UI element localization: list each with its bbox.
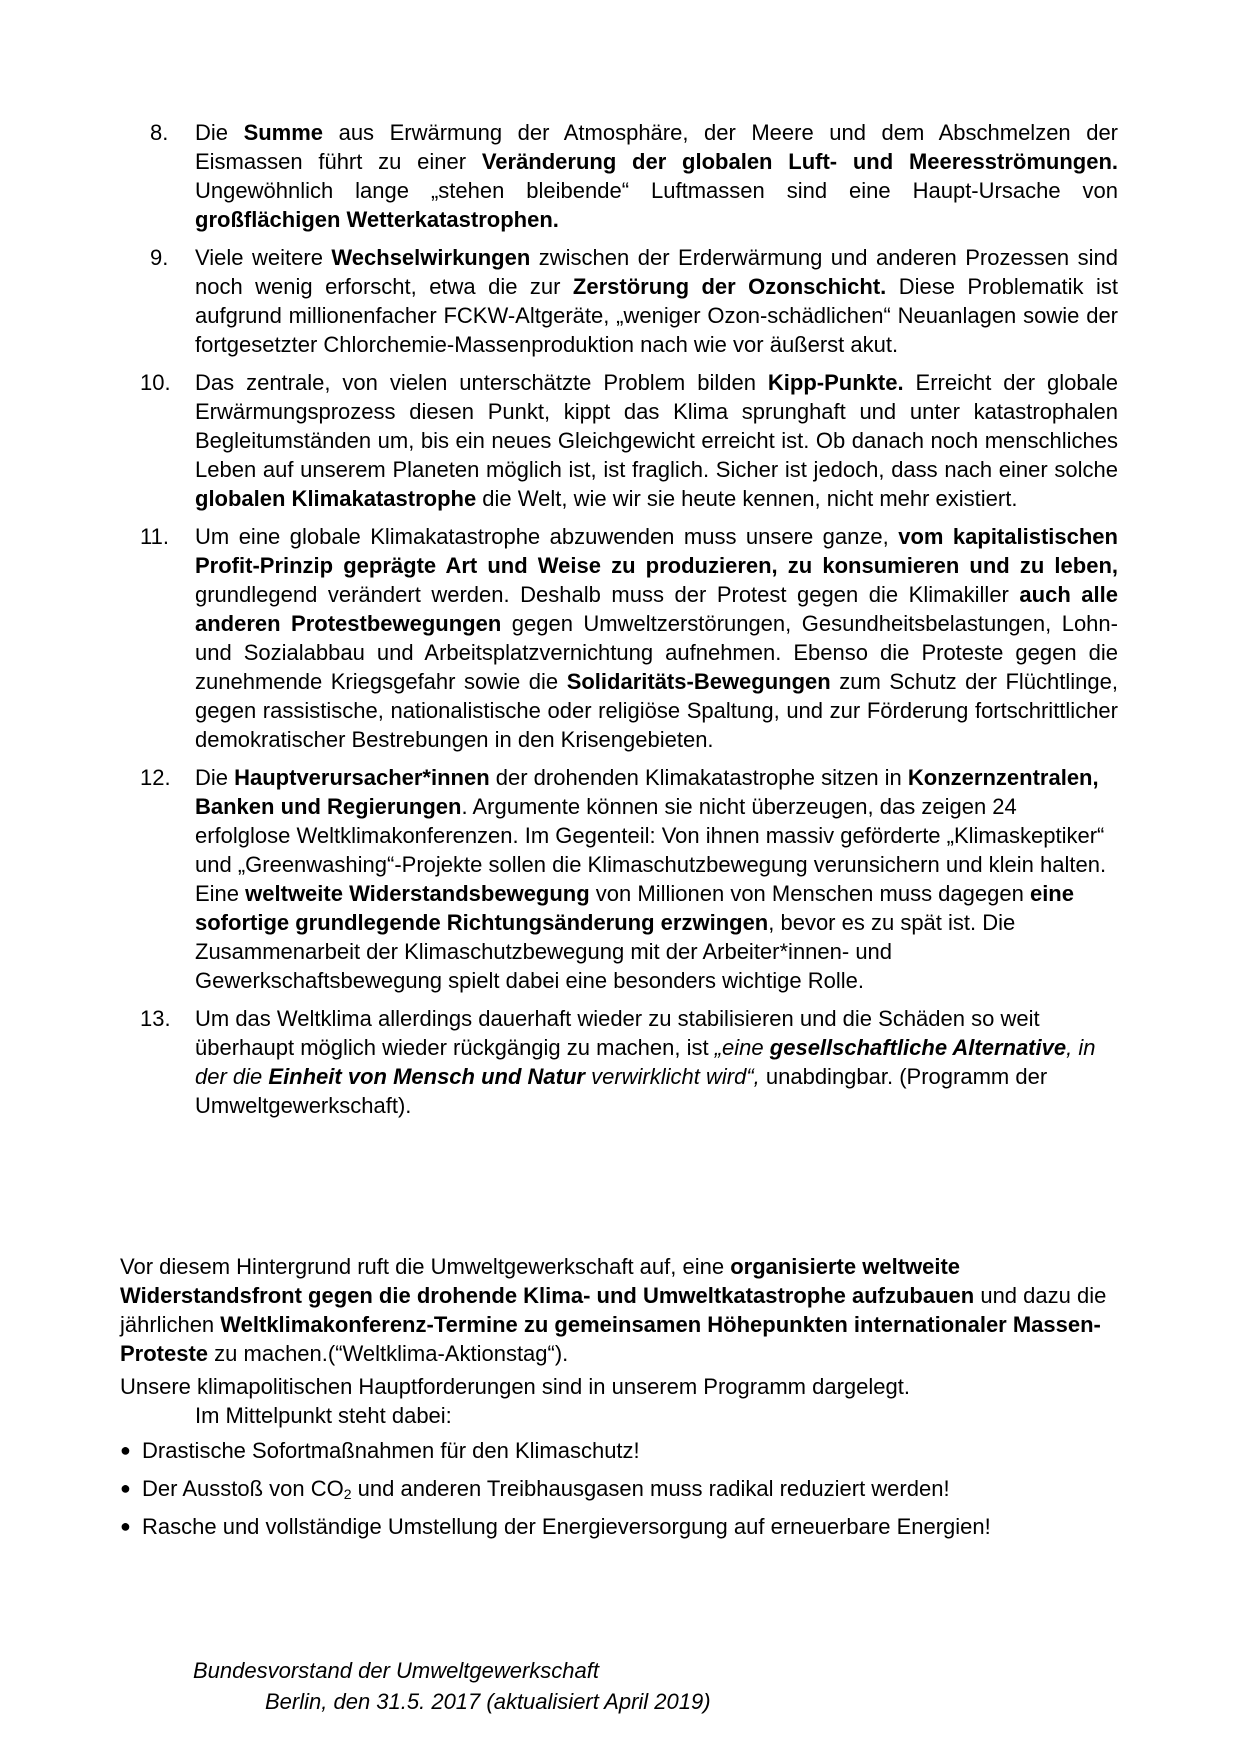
bold-text-segment: auch alle anderen Protestbewegungen [195,582,1118,636]
text-segment: Um das Weltklima allerdings dauerhaft wieder zu stabilisieren und die Schäden so weit überhaupt möglich wieder rückgängig zu machen, ist [195,1006,1040,1060]
list-item [140,522,1118,754]
demands-intro [120,1372,1120,1430]
item-number: 8. [150,120,169,145]
text-segment: , in der die [195,1035,1096,1089]
bold-text-segment: globalen Klimakatastrophe [195,486,477,511]
item-text [195,1006,1095,1118]
demand-item [120,1474,1120,1503]
text-segment: Um eine globale Klimakatastrophe abzuwenden muss unsere ganze, [195,524,899,549]
text-segment: Die [195,765,235,790]
text-segment: unabdingbar. (Programm der Umweltgewerkschaft). [195,1064,1048,1118]
text-segment: die Welt, wie wir sie heute kennen, nicht mehr existiert. [476,486,1018,511]
bold-text-segment: Veränderung der globalen Luft- und Meeresströmungen. [481,149,1118,174]
text-segment: Diese Problematik ist aufgrund millionenfacher FCKW-Altgeräte, „weniger Ozon-schädlichen“ Neuanlagen sowie der fortgesetzter Chlorchemie-Massenproduktion nach wie vor äußerst akut. [195,274,1118,357]
bold-text-segment: vom kapitalistischen Profit-Prinzip geprägte Art und Weise zu produzieren, zu konsumieren und zu leben, [195,524,1118,578]
bold-text-segment: Solidaritäts-Bewegungen [566,669,831,694]
text-segment: Vor diesem Hintergrund ruft die Umweltgewerkschaft auf, eine [120,1254,731,1279]
text-segment: „eine [714,1035,770,1060]
text-segment: Viele weitere [195,245,332,270]
item-number: 11. [140,524,169,549]
text-segment: zwischen der Erderwärmung und anderen Prozessen sind noch wenig erforscht, etwa die zur [195,245,1118,299]
item-text [195,765,1106,993]
item-text [195,524,1118,752]
bold-text-segment: Summe [243,120,324,145]
text-segment: von Millionen von Menschen muss dagegen [589,881,1030,906]
demands-intro-line: Im Mittelpunkt steht dabei: [195,1403,452,1428]
signature-organization: Bundesvorstand der Umweltgewerkschaft [193,1658,599,1683]
signature-place-date: Berlin, den 31.5. 2017 (aktualisiert April 2019) [265,1689,711,1714]
bold-text-segment: eine sofortige grundlegende Richtungsänderung erzwingen [195,881,1074,935]
text-segment: Erreicht der globale Erwärmungsprozess diesen Punkt, kippt das Klima sprunghaft und unter katastrophalen Begleitumständen um, bis ein neues Gleichgewicht erreicht ist. Ob danach noch menschliches Leben auf unserem Planeten möglich ist, ist fraglich. Sicher ist jedoch, dass nach einer solche [195,370,1119,482]
call-to-action-paragraph [120,1252,1120,1368]
bullet-icon: ● [120,1516,131,1536]
demands-intro-line: Unsere klimapolitischen Hauptforderungen sind in unserem Programm dargelegt. [120,1374,910,1399]
bold-text-segment: Zerstörung der Ozonschicht. [572,274,887,299]
bold-text-segment: Einheit von Mensch und Natur [268,1064,585,1089]
list-item [150,118,1118,234]
text-segment: gegen Umweltzerstörungen, Gesundheitsbelastungen, Lohn- und Sozialabbau und Arbeitsplatzvernichtung aufnehmen. Ebenso die Proteste gegen die zunehmende Kriegsgefahr sowie die [195,611,1118,694]
numbered-list [140,118,1119,1129]
list-item [140,1004,1118,1120]
list-item [140,368,1119,513]
bullet-icon: ● [120,1440,131,1460]
demand-text: Drastische Sofortmaßnahmen für den Klimaschutz! [142,1438,640,1463]
text-segment: Die [195,120,244,145]
text-segment: . Argumente können sie nicht überzeugen, das zeigen 24 erfolglose Weltklimakonferenzen. Im Gegenteil: Von ihnen massiv geförderte „Klimaskeptiker“ und „Greenwashing“-Projekte sollen die Klimaschutzbewegung verunsichern und klein halten. Eine [195,794,1107,906]
text-segment: und dazu die jährlichen [120,1283,1107,1337]
item-text [195,245,1118,357]
bullet-icon: ● [120,1478,131,1498]
bold-text-segment: Konzernzentralen, Banken und Regierungen [195,765,1099,819]
list-item [150,243,1118,359]
demand-text: Der Ausstoß von $CO_2$ und anderen Treibhausgasen muss radikal reduziert werden! [142,1476,950,1502]
text-segment: aus Erwärmung der Atmosphäre, der Meere und dem Abschmelzen der Eismassen führt zu einer [195,120,1118,174]
demand-text: Rasche und vollständige Umstellung der Energieversorgung auf erneuerbare Energien! [142,1514,991,1539]
item-number: 9. [150,245,169,270]
list-item [140,763,1118,995]
item-text [195,370,1118,511]
text-segment: , bevor es zu spät ist. Die Zusammenarbeit der Klimaschutzbewegung mit der Arbeiter*innen- und Gewerkschaftsbewegung spielt dabei eine besonders wichtige Rolle. [195,910,1016,993]
item-text [195,120,1118,232]
text-segment: verwirklicht wird“, [584,1064,760,1089]
text-segment: zum Schutz der Flüchtlinge, gegen rassistische, nationalistische oder religiöse Spaltung, und zur Förderung fortschrittlicher demokratischer Bestrebungen in den Krisengebieten. [195,669,1118,752]
bold-text-segment: gesellschaftliche Alternative [769,1035,1067,1060]
bold-text-segment: großflächigen Wetterkatastrophen. [195,207,559,232]
item-number: 13. [140,1006,171,1031]
text-segment: grundlegend verändert werden. Deshalb muss der Protest gegen die Klimakiller [195,582,1020,607]
demand-item [120,1436,1120,1465]
bold-text-segment: weltweite Widerstandsbewegung [245,881,590,906]
text-segment: Ungewöhnlich lange „stehen bleibende“ Luftmassen sind eine Haupt-Ursache von [195,178,1118,203]
item-number: 10. [140,370,171,395]
bold-text-segment: organisierte weltweite Widerstandsfront gegen die drohende Klima- und Umweltkatastrophe aufzubauen [120,1254,975,1308]
text-segment: Das zentrale, von vielen unterschätzte Problem bilden [195,370,768,395]
text-segment: zu machen.(“Weltklima-Aktionstag“). [208,1341,569,1366]
bold-text-segment: Kipp-Punkte. [767,370,904,395]
bold-text-segment: Hauptverursacher*innen [234,765,490,790]
text-segment: der drohenden Klimakatastrophe sitzen in [489,765,908,790]
demand-item [120,1512,1120,1541]
bold-text-segment: Weltklimakonferenz-Termine zu gemeinsamen Höhepunkten internationaler Massen-Proteste [120,1312,1101,1366]
bold-text-segment: Wechselwirkungen [331,245,531,270]
item-number: 12. [140,765,171,790]
demands-list [120,1436,1120,1550]
